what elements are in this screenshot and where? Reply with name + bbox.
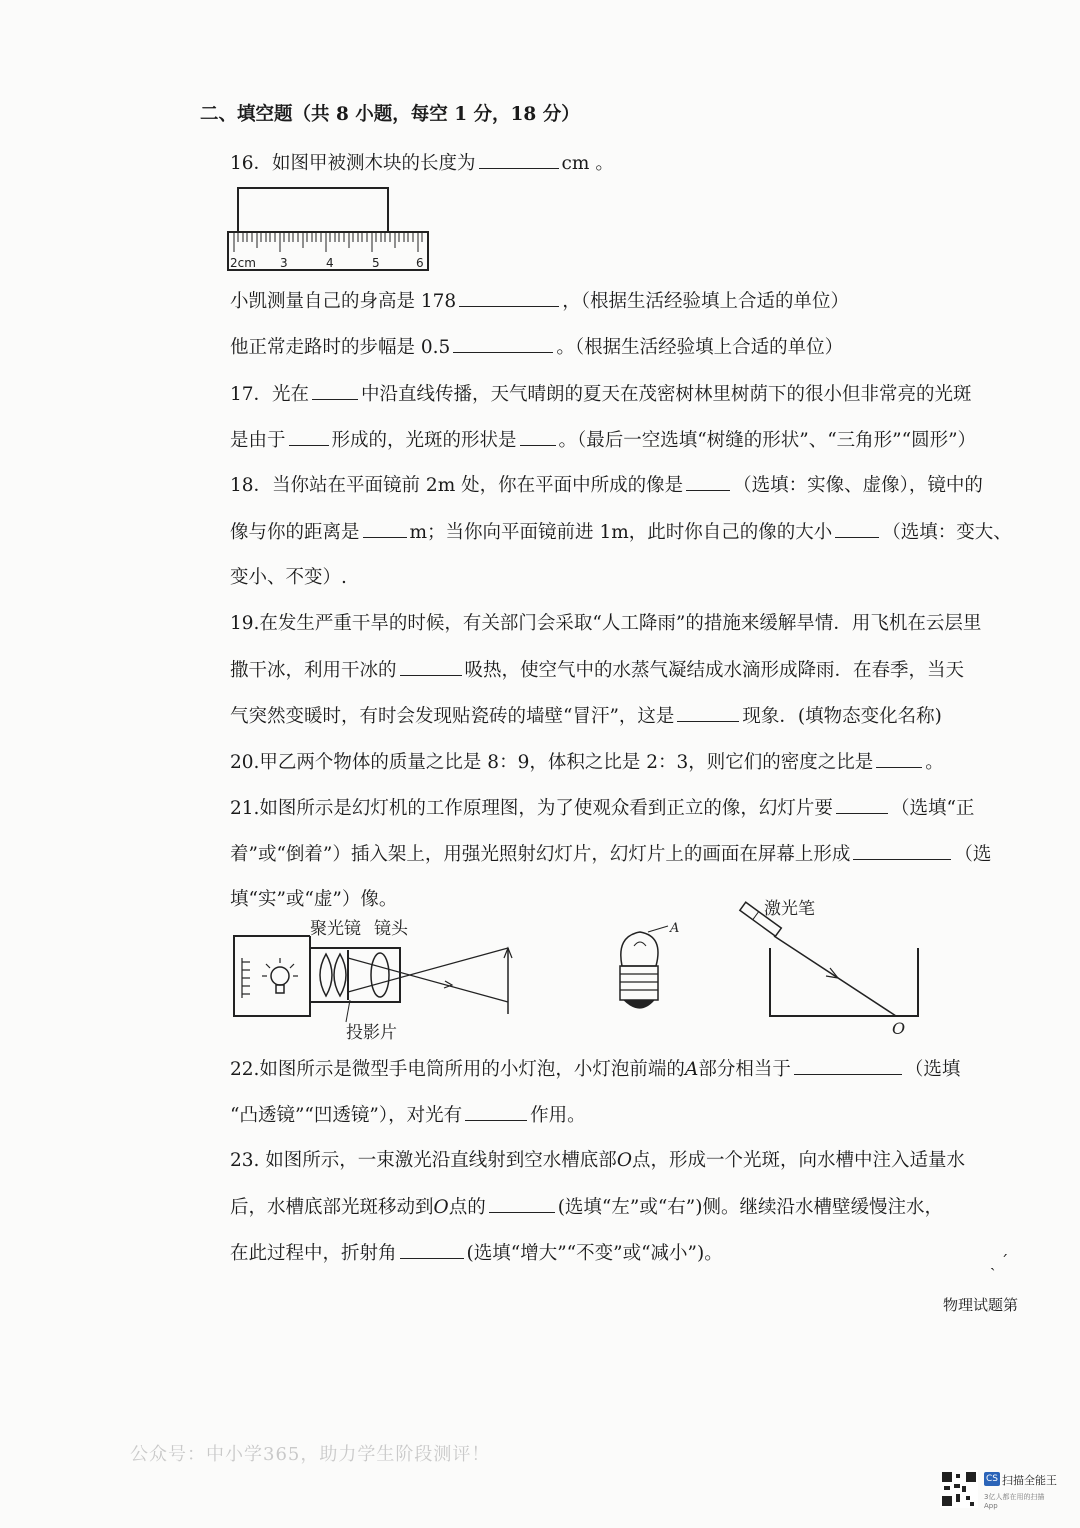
answer-blank[interactable] (479, 150, 559, 169)
slide-label: 投影片 (346, 1023, 397, 1043)
qr-code-icon (940, 1470, 978, 1508)
question-17-line2: 是由于 形成的，光斑的形状是 。（最后一空选填“树缝的形状”、“三角形”“圆形”） (230, 427, 976, 454)
question-23: 23. 如图所示，一束激光沿直线射到空水槽底部O点，形成一个光斑，向水槽中注入适量水 (230, 1150, 965, 1171)
question-16-height: 小凯测量自己的身高是 178 ，（根据生活经验填上合适的单位） (230, 288, 849, 315)
bulb-label-a: A (670, 921, 680, 936)
answer-blank[interactable] (677, 703, 739, 722)
condenser-label: 聚光镜 (310, 919, 361, 939)
question-16-step: 他正常走路时的步幅是 0.5 。（根据生活经验填上合适的单位） (230, 334, 843, 361)
answer-blank[interactable] (835, 519, 879, 538)
answer-blank[interactable] (465, 1102, 527, 1121)
question-19-line2: 撒干冰，利用干冰的 吸热，使空气中的水蒸气凝结成水滴形成降雨．在春季，当天 (230, 657, 964, 684)
bulb-figure (606, 916, 686, 1024)
question-16: 16．如图甲被测木块的长度为 cm 。 (230, 150, 614, 177)
question-21-line3: 填“实”或“虚”）像。 (230, 889, 398, 910)
question-18-line2: 像与你的距离是 m；当你向平面镜前进 1m，此时你自己的像的大小 （选填：变大、 (230, 519, 1012, 546)
answer-blank[interactable] (312, 381, 358, 400)
ruler-label: 3 (280, 256, 288, 270)
ruler-label: 6 (416, 256, 424, 270)
watermark: 公众号：中小学365，助力学生阶段测评！ (130, 1444, 491, 1465)
lens-label: 镜头 (374, 919, 408, 939)
scanner-badge (940, 1470, 1058, 1510)
answer-blank[interactable] (459, 288, 559, 307)
answer-blank[interactable] (453, 334, 553, 353)
answer-blank[interactable] (400, 1240, 464, 1259)
scanner-brand: 扫描全能王 (1002, 1474, 1057, 1487)
answer-blank[interactable] (400, 657, 462, 676)
question-20: 20.甲乙两个物体的质量之比是 8：9，体积之比是 2：3，则它们的密度之比是 。 (230, 749, 944, 776)
answer-blank[interactable] (363, 519, 407, 538)
answer-blank[interactable] (876, 749, 922, 768)
answer-blank[interactable] (520, 427, 556, 446)
laser-pen-label: 激光笔 (764, 899, 815, 919)
answer-blank[interactable] (853, 841, 951, 860)
ruler-label: 5 (372, 256, 380, 270)
ruler-figure (226, 186, 432, 274)
question-21: 21.如图所示是幻灯机的工作原理图，为了使观众看到正立的像，幻灯片要 （选填“正 (230, 795, 974, 822)
projector-figure (230, 918, 530, 1046)
answer-blank[interactable] (489, 1194, 555, 1213)
question-19: 19.在发生严重干旱的时候，有关部门会采取“人工降雨”的措施来缓解旱情．用飞机在云层里 (230, 613, 982, 634)
scanner-sub: 3亿人都在用的扫描App (984, 1493, 1045, 1510)
cs-logo: CS (986, 1474, 998, 1484)
answer-blank[interactable] (686, 472, 730, 491)
section-title: 二、填空题（共 8 小题，每空 1 分，18 分） (200, 104, 580, 125)
laser-figure (730, 892, 930, 1038)
answer-blank[interactable] (794, 1056, 902, 1075)
scan-mark: ˏ ˊ (990, 1252, 1009, 1271)
question-18-line3: 变小、不变）. (230, 567, 347, 588)
question-21-line2: 着”或“倒着”）插入架上，用强光照射幻灯片，幻灯片上的画面在屏幕上形成 （选 (230, 841, 991, 868)
answer-blank[interactable] (836, 795, 888, 814)
question-23-line3: 在此过程中，折射角 (选填“增大”“不变”或“减小”)。 (230, 1240, 723, 1267)
ruler-label: 2cm (230, 256, 256, 270)
point-o-label: O (892, 1019, 906, 1038)
question-19-line3: 气突然变暖时，有时会发现贴瓷砖的墙壁“冒汗”，这是 现象．(填物态变化名称) (230, 703, 942, 730)
question-23-line2: 后，水槽底部光斑移动到O点的 (选填“左”或“右”)侧。继续沿水槽壁缓慢注水， (230, 1194, 943, 1221)
question-18: 18．当你站在平面镜前 2m 处，你在平面中所成的像是 （选填：实像、虚像），镜中的 (230, 472, 983, 499)
page-footer: 物理试题第 (943, 1296, 1019, 1314)
question-17: 17．光在 中沿直线传播，天气晴朗的夏天在茂密树林里树荫下的很小但非常亮的光斑 (230, 381, 972, 408)
ruler-label: 4 (326, 256, 334, 270)
question-22: 22.如图所示是微型手电筒所用的小灯泡，小灯泡前端的A部分相当于 （选填 (230, 1056, 960, 1083)
answer-blank[interactable] (289, 427, 329, 446)
question-22-line2: “凸透镜”“凹透镜”），对光有 作用。 (230, 1102, 586, 1129)
